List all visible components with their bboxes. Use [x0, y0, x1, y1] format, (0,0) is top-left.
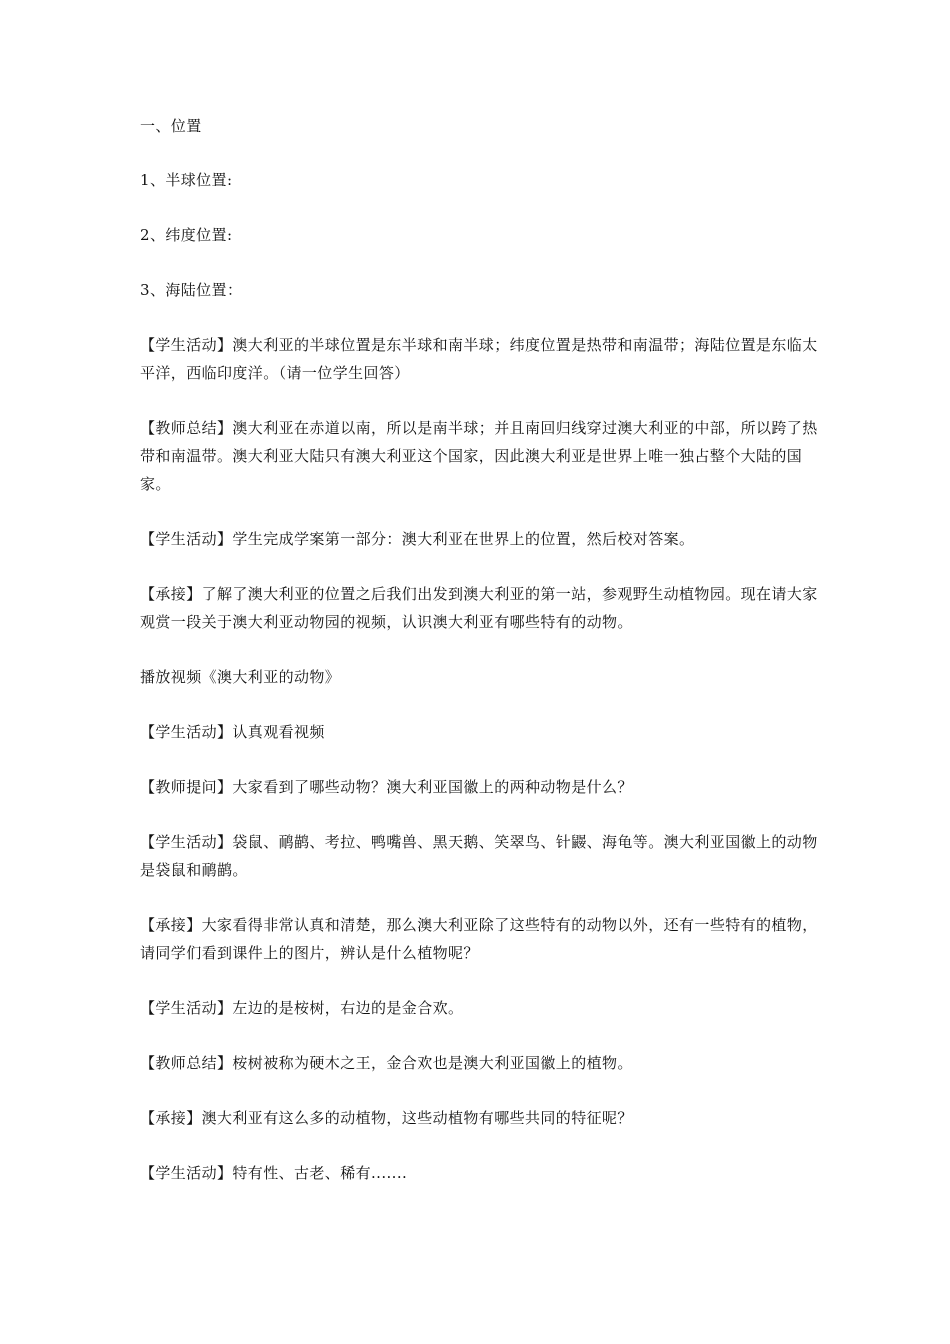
paragraph-text: 认真观看视频: [232, 723, 325, 741]
paragraph-video: [140, 663, 820, 691]
document-body: [140, 112, 820, 1214]
paragraph-text: 澳大利亚的半球位置是东半球和南半球；纬度位置是热带和南温带；海陆位置是东临太平洋，西临印度洋。（请一位学生回答）: [140, 336, 818, 382]
paragraph-text: 一、位置: [140, 117, 202, 135]
paragraph-text: 特有性、古老、稀有.......: [232, 1164, 408, 1182]
paragraph-student-activity: [140, 1159, 820, 1187]
paragraph-text: 桉树被称为硬木之王，金合欢也是澳大利亚国徽上的植物。: [232, 1054, 633, 1072]
paragraph-tag: 【教师提问】: [140, 778, 233, 796]
paragraph-student-activity: [140, 994, 820, 1022]
paragraph-teacher-summary: [140, 414, 820, 498]
list-item-land-sea: [140, 276, 820, 304]
paragraph-text: 3、海陆位置：: [140, 281, 243, 299]
paragraph-transition: [140, 911, 820, 967]
paragraph-teacher-summary: [140, 1049, 820, 1077]
paragraph-text: 袋鼠、鸸鹋、考拉、鸭嘴兽、黑天鹅、笑翠鸟、针鼹、海龟等。澳大利亚国徽上的动物是袋鼠和鸸鹋。: [140, 833, 818, 879]
paragraph-student-activity: [140, 525, 820, 553]
paragraph-text: 2、纬度位置:: [140, 226, 233, 244]
paragraph-text: 澳大利亚在赤道以南，所以是南半球；并且南回归线穿过澳大利亚的中部，所以跨了热带和南温带。澳大利亚大陆只有澳大利亚这个国家，因此澳大利亚是世界上唯一独占整个大陆的国家。: [140, 419, 818, 493]
paragraph-tag: 【学生活动】: [140, 530, 233, 548]
paragraph-teacher-question: [140, 773, 820, 801]
paragraph-transition: [140, 1104, 820, 1132]
paragraph-text: 大家看到了哪些动物？澳大利亚国徽上的两种动物是什么？: [232, 778, 633, 796]
list-item-latitude: [140, 221, 820, 249]
paragraph-text: 澳大利亚有这么多的动植物，这些动植物有哪些共同的特征呢？: [201, 1109, 633, 1127]
paragraph-student-activity: [140, 718, 820, 746]
paragraph-text: 左边的是桉树，右边的是金合欢。: [232, 999, 464, 1017]
paragraph-tag: 【教师总结】: [140, 419, 233, 437]
paragraph-transition: [140, 580, 820, 636]
paragraph-student-activity: [140, 331, 820, 387]
paragraph-tag: 【学生活动】: [140, 833, 233, 851]
paragraph-text: 了解了澳大利亚的位置之后我们出发到澳大利亚的第一站，参观野生动植物园。现在请大家观赏一段关于澳大利亚动物园的视频，认识澳大利亚有哪些特有的动物。: [140, 585, 818, 631]
paragraph-tag: 【学生活动】: [140, 1164, 233, 1182]
paragraph-tag: 【承接】: [140, 585, 202, 603]
paragraph-tag: 【学生活动】: [140, 999, 233, 1017]
paragraph-tag: 【教师总结】: [140, 1054, 233, 1072]
paragraph-tag: 【承接】: [140, 916, 202, 934]
list-item-hemisphere: [140, 166, 820, 194]
paragraph-student-activity: [140, 828, 820, 884]
paragraph-text: 1、半球位置:: [140, 171, 233, 189]
paragraph-tag: 【承接】: [140, 1109, 202, 1127]
paragraph-text: 大家看得非常认真和清楚，那么澳大利亚除了这些特有的动物以外，还有一些特有的植物，请同学们看到课件上的图片，辨认是什么植物呢？: [140, 916, 818, 962]
paragraph-text: 学生完成学案第一部分：澳大利亚在世界上的位置，然后校对答案。: [232, 530, 695, 548]
paragraph-tag: 【学生活动】: [140, 723, 233, 741]
paragraph-tag: 【学生活动】: [140, 336, 233, 354]
section-heading: [140, 112, 820, 140]
paragraph-text: 播放视频《澳大利亚的动物》: [140, 668, 341, 686]
